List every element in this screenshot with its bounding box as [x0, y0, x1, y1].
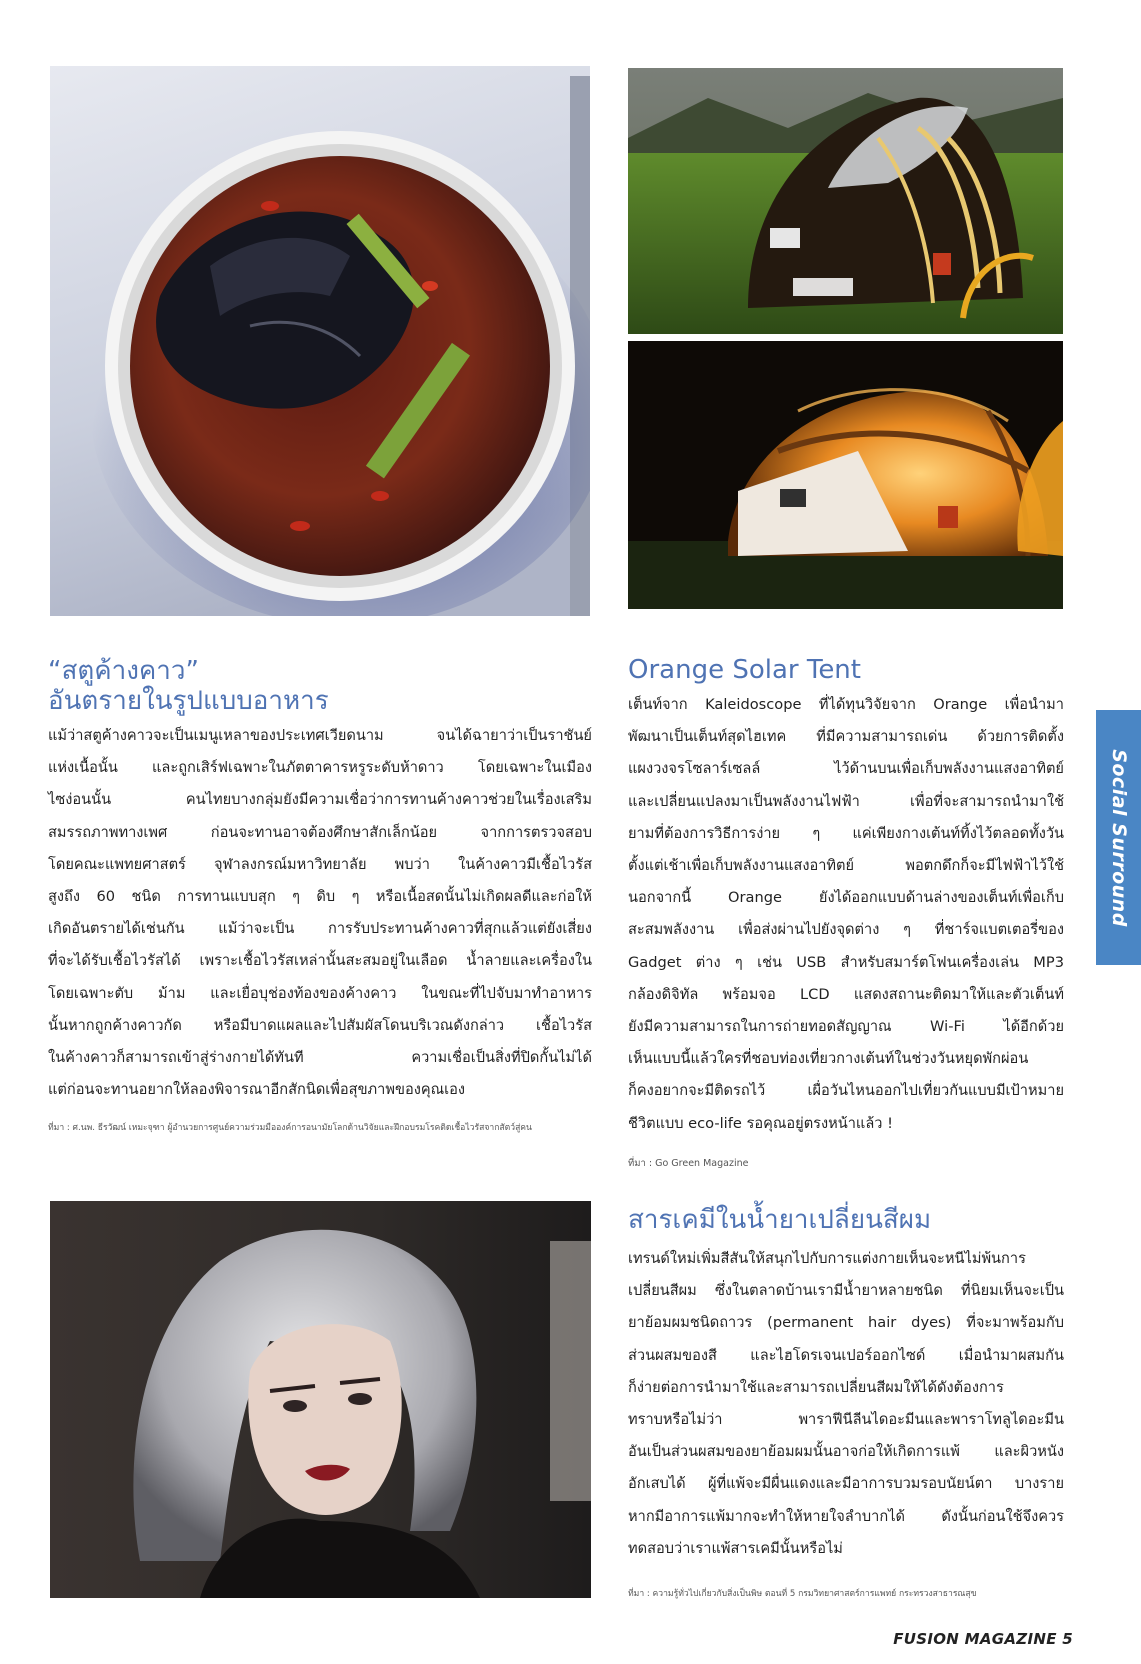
bat-body-line: สูงถึง 60 ชนิด การทานแบบสุก ๆ ดิบ ๆ หรือเนื้อสดนั้นไม่เกิดผลดีและก่อให้	[48, 888, 592, 906]
tent-night-photo	[628, 341, 1063, 609]
woman-photo	[50, 1201, 591, 1598]
bat-article-title-line2: อันตรายในรูปแบบอาหาร	[48, 686, 329, 717]
hair-article-body	[628, 1243, 1064, 1565]
tent-body-line: เต็นท์จาก Kaleidoscope ที่ได้ทุนวิจัยจาก Orange เพื่อนำมา	[628, 696, 1064, 713]
tent-night-image	[628, 341, 1063, 609]
hair-body-line: อันเป็นส่วนผสมของยาย้อมผมนั้นอาจก่อให้เกิดการแพ้ และผิวหนัง	[628, 1443, 1064, 1461]
tent-body-line: แผงวงจรโซลาร์เซลล์ ไว้ด้านบนเพื่อเก็บพลังงานแสงอาทิตย์	[628, 760, 1064, 778]
page-footer: FUSION MAGAZINE 5	[893, 1630, 1073, 1648]
tent-body-line: กล้องดิจิทัล พร้อมจอ LCD แสดงสถานะติดมาให้และตัวเต็นท์	[628, 985, 1064, 1003]
bat-body-line: สมรรถภาพทางเพศ ก่อนจะทานอาจต้องศึกษาสักเล็กน้อย จากการตรวจสอบ	[48, 823, 592, 841]
bat-body-line: โดยเฉพาะตับ ม้าม และเยื่อบุช่องท้องของค้างคาว ในขณะที่ไปจับมาทำอาหาร	[48, 984, 592, 1002]
tent-article-source: ที่มา : Go Green Magazine	[628, 1158, 749, 1169]
tent-body-line: ยังมีความสามารถในการถ่ายทอดสัญญาณ Wi-Fi ได้อีกด้วย	[628, 1018, 1064, 1036]
hair-body-line: หากมีอาการแพ้มากจะทำให้หายใจลำบากได้ ดังนั้นก่อนใช้จึงควร	[628, 1507, 1064, 1525]
tent-body-line: ตั้งแต่เช้าเพื่อเก็บพลังงานแสงอาทิตย์ พอตกดึกก็จะมีไฟฟ้าไว้ใช้	[628, 857, 1064, 875]
bat-body-line: เกิดอันตรายได้เช่นกัน แม้ว่าจะเป็น การรับประทานค้างคาวที่สุกแล้วแต่ยังเสี่ยง	[48, 920, 592, 938]
bat-body-line: โดยคณะแพทยศาสตร์ จุฬาลงกรณ์มหาวิทยาลัย พบว่า ในค้างคาวมีเชื้อไวรัส	[48, 855, 592, 873]
tent-body-line: และเปลี่ยนแปลงมาเป็นพลังงานไฟฟ้า เพื่อที่จะสามารถนำมาใช้	[628, 792, 1064, 810]
tent-day-photo	[628, 68, 1063, 334]
tent-body-line: พัฒนาเป็นเต็นท์สุดไฮเทค ที่มีความสามารถเด่น ด้วยการติดตั้ง	[628, 728, 1064, 746]
tent-body-line: Gadget ต่าง ๆ เช่น USB สำหรับสมาร์ตโฟนเครื่องเล่น MP3	[628, 953, 1064, 971]
bat-article-source: ที่มา : ศ.นพ. ธีรวัฒน์ เหมะจุฑา ผู้อำนวยการศูนย์ความร่วมมือองค์การอนามัยโลกด้านวิจัยและฝึกอบรมโรคติดเชื้อไวรัสจากสัตว์สู่คน	[48, 1123, 532, 1133]
section-side-tab	[1096, 710, 1141, 965]
hair-body-line: เทรนด์ใหม่เพิ่มสีสันให้สนุกไปกับการแต่งกายเห็นจะหนีไม่พ้นการ	[628, 1250, 1026, 1267]
tent-body-line: ชีวิตแบบ eco-life รอคุณอยู่ตรงหน้าแล้ว !	[628, 1114, 893, 1132]
woman-image	[50, 1201, 591, 1598]
section-side-tab-label: Social Surround	[1107, 748, 1130, 927]
tent-body-line: ยามที่ต้องการวิธีการง่าย ๆ แค่เพียงกางเต้นท์ทิ้งไว้ตลอดทั้งวัน	[628, 824, 1064, 842]
hair-article-title: สารเคมีในน้ำยาเปลี่ยนสีผม	[628, 1205, 932, 1235]
bat-body-line: แต่ก่อนจะทานอยากให้ลองพิจารณาอีกสักนิดเพื่อสุขภาพของคุณเอง	[48, 1081, 466, 1099]
bat-body-line: ไซง่อนนั้น คนไทยบางกลุ่มยังมีความเชื่อว่าการทานค้างคาวช่วยในเรื่องเสริม	[48, 791, 592, 809]
bat-body-line: แห่งเนื้อนั้น และถูกเสิร์ฟเฉพาะในภัตตาคารหรูระดับห้าดาว โดยเฉพาะในเมือง	[48, 759, 592, 777]
hair-body-line: ยาย้อมผมชนิดถาวร (permanent hair dyes) ที่จะมาพร้อมกับ	[628, 1314, 1064, 1332]
bat-body-line: ในค้างคาวก็สามารถเข้าสู่ร่างกายได้ทันที ความเชื่อเป็นสิ่งที่ปิดกั้นไม่ได้	[48, 1049, 592, 1067]
bat-article-body	[48, 720, 592, 1106]
bat-body-line: ที่จะได้รับเชื้อไวรัสได้ เพราะเชื้อไวรัสเหล่านั้นสะสมอยู่ในเลือด น้ำลายและเครื่องใน	[48, 952, 592, 970]
tent-article-body	[628, 689, 1064, 1140]
bat-soup-image	[50, 66, 590, 616]
tent-body-line: เห็นแบบนี้แล้วใครที่ชอบท่องเที่ยวกางเต้นท์ในช่วงวันหยุดพักผ่อน	[628, 1050, 1029, 1068]
tent-body-line: ก็คงอยากจะมีติดรถไว้ เผื่อวันไหนออกไปเที่ยวกันแบบมีเป้าหมาย	[628, 1082, 1064, 1100]
bat-article-title	[48, 656, 329, 717]
bat-article-title-line1: “สตูค้างคาว”	[48, 656, 199, 686]
hair-body-line: ทราบหรือไม่ว่า พาราฟีนีลีนไดอะมีนและพาราโทลูไดอะมีน	[628, 1411, 1064, 1429]
hair-body-line: ส่วนผสมของสี และไฮโดรเจนเปอร์ออกไซด์ เมื่อนำมาผสมกัน	[628, 1346, 1064, 1364]
bat-body-line: แม้ว่าสตูค้างคาวจะเป็นเมนูเหลาของประเทศเวียดนาม จนได้ฉายาว่าเป็นราชันย์	[48, 727, 592, 744]
tent-day-image	[628, 68, 1063, 334]
bat-body-line: นั้นหากถูกค้างคาวกัด หรือมีบาดแผลและไปสัมผัสโดนบริเวณดังกล่าว เชื้อไวรัส	[48, 1016, 592, 1034]
bat-soup-photo	[50, 66, 590, 616]
hair-body-line: อักเสบได้ ผู้ที่แพ้จะมีผื่นแดงและมีอาการบวมรอบนัยน์ตา บางราย	[628, 1475, 1064, 1493]
hair-article-source: ที่มา : ความรู้ทั่วไปเกี่ยวกับสิ่งเป็นพิษ ตอนที่ 5 กรมวิทยาศาสตร์การแพทย์ กระทรวงสาธารณสุข	[628, 1589, 977, 1599]
hair-body-line: เปลี่ยนสีผม ซึ่งในตลาดบ้านเรามีน้ำยาหลายชนิด ที่นิยมเห็นจะเป็น	[628, 1282, 1064, 1300]
tent-body-line: นอกจากนี้ Orange ยังได้ออกแบบด้านล่างของเต็นท์เพื่อเก็บ	[628, 889, 1064, 907]
tent-body-line: สะสมพลังงาน เพื่อส่งผ่านไปยังจุดต่าง ๆ ที่ชาร์จแบตเตอรี่ของ	[628, 921, 1064, 939]
hair-body-line: ทดสอบว่าเราแพ้สารเคมีนั้นหรือไม่	[628, 1539, 843, 1557]
hair-body-line: ก็ง่ายต่อการนำมาใช้และสามารถเปลี่ยนสีผมให้ได้ดังต้องการ	[628, 1378, 1004, 1396]
tent-article-title: Orange Solar Tent	[628, 655, 861, 685]
